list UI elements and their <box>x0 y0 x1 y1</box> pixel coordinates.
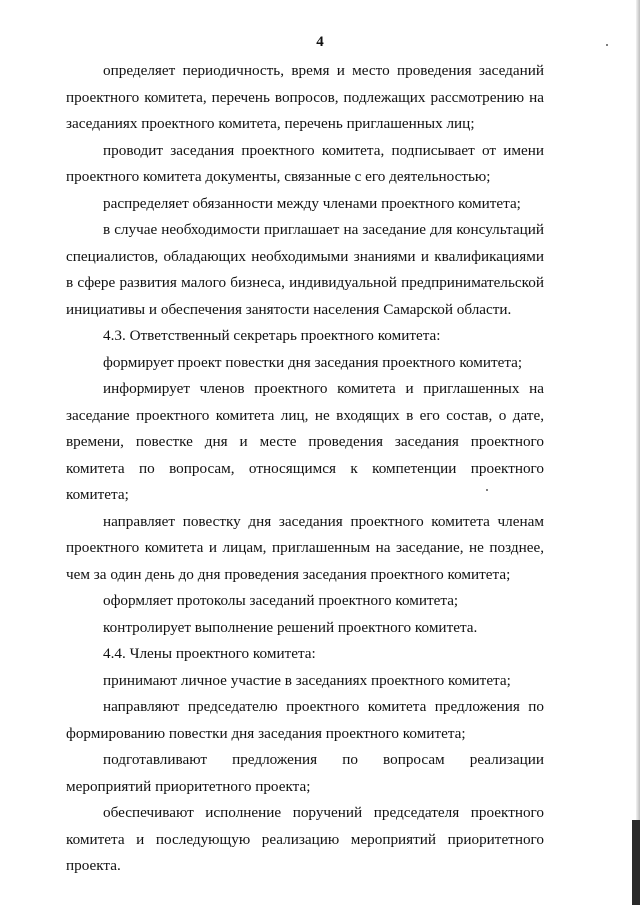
paragraph-distribute-duties: распределяет обязанности между членами проектного комитета; <box>103 194 521 212</box>
paragraph-control-decisions: контролирует выполнение решений проектного комитета. <box>103 618 478 636</box>
paragraph-personal-participation: принимают личное участие в заседаниях проектного комитета; <box>103 671 511 689</box>
paragraph-ensure-execution: обеспечивают исполнение поручений председателя проектного комитета и последующую реализацию мероприятий приоритетного проекта. <box>66 804 544 874</box>
document-body <box>66 58 544 880</box>
heading-section-4-3: 4.3. Ответственный секретарь проектного комитета: <box>103 327 441 344</box>
paragraph-invite-specialists: в случае необходимости приглашает на заседание для консультаций специалистов, обладающих необходимыми знаниями и квалификациями в сфере развития малого бизнеса, индивидуальной предпринимательской инициативы и обеспечения занятости населения Самарской области. <box>66 221 544 318</box>
heading-section-4-4: 4.4. Члены проектного комитета: <box>103 645 316 662</box>
page-number: 4 <box>316 34 324 50</box>
paragraph-minutes: оформляет протоколы заседаний проектного комитета; <box>103 592 459 609</box>
scan-edge-shadow <box>636 0 640 905</box>
paragraph-send-agenda: направляет повестку дня заседания проектного комитета членам проектного комитета и лицам, приглашенным на заседание, не позднее, чем за один день до дня проведения заседания проектного комитета; <box>66 512 544 583</box>
paragraph-form-agenda: формирует проект повестки дня заседания проектного комитета; <box>103 353 523 371</box>
paragraph-prepare-proposals: подготавливают предложения по вопросам реализации мероприятий приоритетного проекта; <box>66 751 544 795</box>
scan-edge-mark <box>632 820 640 905</box>
paragraph-agenda-proposals: направляют председателю проектного комитета предложения по формированию повестки дня заседания проектного комитета; <box>66 698 544 742</box>
paragraph-inform-members: информирует членов проектного комитета и приглашенных на заседание проектного комитета лиц, не входящих в его состав, о дате, времени, повестке дня и месте проведения заседания проектного комитета по вопросам, относящимся к компетенции проектного комитета; <box>66 380 544 503</box>
paragraph-conduct-meetings: проводит заседания проектного комитета, подписывает от имени проектного комитета документы, связанные с его деятельностью; <box>66 141 544 185</box>
paragraph-meeting-schedule: определяет периодичность, время и место проведения заседаний проектного комитета, перечень вопросов, подлежащих рассмотрению на заседаниях проектного комитета, перечень приглашенных лиц; <box>66 62 544 132</box>
